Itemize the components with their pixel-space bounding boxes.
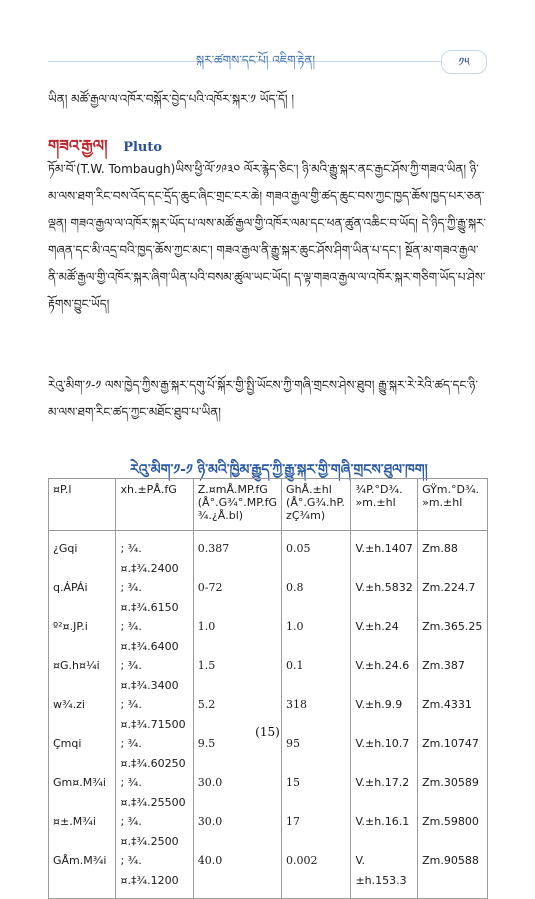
table-cell: w¾.zi xyxy=(49,695,116,734)
table-cell: ¿Gqi xyxy=(49,531,116,579)
table-row xyxy=(49,531,488,579)
table-cell: ¤±.M¾i xyxy=(49,812,116,851)
table-cell: Gm¤.M¾i xyxy=(49,773,116,812)
table-cell: 0.002 xyxy=(282,851,351,899)
table-cell: V.±h.17.2 xyxy=(351,773,418,812)
table-header-row xyxy=(49,479,488,531)
table-cell: 17 xyxy=(282,812,351,851)
table-cell: 5.2 xyxy=(193,695,281,734)
table-cell: V.±h.1407 xyxy=(351,531,418,579)
table-cell: º²¤.JP.i xyxy=(49,617,116,656)
table-cell: 0.1 xyxy=(282,656,351,695)
table-header-cell: GŸm.°D¾. »m.±hl xyxy=(418,479,488,531)
table-cell: ; ¾.¤.‡¾.60250 xyxy=(116,734,193,773)
table-cell: Zm.387 xyxy=(418,656,488,695)
table-cell: ; ¾.¤.‡¾.25500 xyxy=(116,773,193,812)
table-cell: 15 xyxy=(282,773,351,812)
table-cell: 40.0 xyxy=(193,851,281,899)
table-cell: V.±h.24 xyxy=(351,617,418,656)
table-cell: V.±h.5832 xyxy=(351,578,418,617)
section-title-english: Pluto xyxy=(123,140,163,155)
table-cell: 30.0 xyxy=(193,812,281,851)
table-cell: 318 xyxy=(282,695,351,734)
table-cell: V.±h.16.1 xyxy=(351,812,418,851)
table-cell: ¤G.h¤¼i xyxy=(49,656,116,695)
table-header-cell: Z.¤mÅ.MP.fG (Å°.G¾°.MP.fG ¾.¿Å.bl) xyxy=(193,479,281,531)
table-cell: 95 xyxy=(282,734,351,773)
running-head: སྐར་ཚགས་དང་པོ། འཇིག་རྟེན། xyxy=(196,53,316,67)
body-line-top: ཡིན། མཚོ་རྒྱལ་ལ་འཁོར་བསྐོར་བྱེད་པའི་འཁོར་སྐར་༡ ཡོད་དོ། ། xyxy=(48,92,295,106)
table-cell: q.ÁPÁi xyxy=(49,578,116,617)
table-cell: 1.0 xyxy=(193,617,281,656)
table-cell: V.±h.9.9 xyxy=(351,695,418,734)
table-cell: Zm.30589 xyxy=(418,773,488,812)
table-header-cell: GhÅ.±hl (Å°.G¾.hP. zÇ¾m) xyxy=(282,479,351,531)
table-caption: རེའུ་མིག་༡-༡ ཉི་མའི་ཁྱིམ་རྒྱུད་ཀྱི་རྒྱུ་སྐར་གྱི་གཞི་གྲངས་ཐུལ་ཁག། xyxy=(130,462,428,478)
table-cell: 0.8 xyxy=(282,578,351,617)
table-cell: ; ¾.¤.‡¾.6400 xyxy=(116,617,193,656)
table-row xyxy=(49,734,488,773)
table-cell: ; ¾.¤.‡¾.2400 xyxy=(116,531,193,579)
table-cell: Zm.365.25 xyxy=(418,617,488,656)
table-cell: 1.5 xyxy=(193,656,281,695)
table-row xyxy=(49,656,488,695)
body-paragraph-1: ཏོམ་བོ་(T.W. Tombaugh)ཡིས་ཕྱི་ལོ་༡༩༣༠ ལོར་རྙེད་ཅིང་། ཉི་མའི་རྒྱུ་སྐར་ནང་རྒྱང་ཤོས་ཀྱི་གཟའ་ཡིན། ཉི་མ་ལས་ཐག་རིང་བས་འོད་དང་དྲོད་ཆུང་ཞིང་གྲང་ངར་ཆེ། གཟའ་རྒྱལ་གྱི་ཚད་ཆུང་བས་ཀྱང་ཁྱད་ཆོས་ཁྱད་པར་ཅན་ལྡན། གཟའ་རྒྱལ་ལ་འཁོར་སྐར་ཡོད་པ་ལས་མཚོ་རྒྱལ་གྱི་འཁོར་ལམ་དང་ཕན་ཚུན་འཆིང་བ་ཡོད། དེ་ཉིད་ཀྱི་རྒྱུ་སྐར་གཞན་དང་མི་འདྲ་བའི་ཁྱད་ཆོས་ཀྱང་མང་། གཟའ་རྒྱལ་ནི་རྒྱུ་སྐར་ཆུང་ཤོས་ཤིག་ཡིན་པ་དང་། སྔོན་མ་གཟའ་རྒྱལ་ནི་མཚོ་རྒྱལ་གྱི་འཁོར་སྐར་ཞིག་ཡིན་པའི་བསམ་ཚུལ་ཡང་ཡོད། ད་ལྟ་གཟའ་རྒྱལ་ལ་འཁོར་སྐར་གཅིག་ཡོད་པ་ཤེས་རྟོགས་བྱུང་ཡོད། xyxy=(48,162,487,311)
table-cell: Zm.4331 xyxy=(418,695,488,734)
body-paragraph-2: རེའུ་མིག་༡-༡ ལས་ཁྱེད་ཀྱིས་རྒྱ་སྐར་དགུ་པོ་སྐོར་གྱི་སྤྱི་ཡོངས་ཀྱི་གཞི་གྲངས་ཤེས་ཐུབ། རྒྱུ་སྐར་རེ་རེའི་ཚད་དང་ཉི་མ་ལས་ཐག་རིང་ཚད་ཀྱང་མཐོང་ཐུབ་པ་ཡིན། xyxy=(48,378,478,419)
table-header-cell: xh.±PÅ.fG xyxy=(116,479,193,531)
table-row xyxy=(49,851,488,899)
table-cell: V.±h.153.3 xyxy=(351,851,418,899)
table-cell: GÅm.M¾i xyxy=(49,851,116,899)
table-cell: ; ¾.¤.‡¾.1200 xyxy=(116,851,193,899)
table-cell: Zm.59800 xyxy=(418,812,488,851)
table-cell: V.±h.24.6 xyxy=(351,656,418,695)
table-header-cell: ¾P.°D¾. »m.±hl xyxy=(351,479,418,531)
table-row xyxy=(49,617,488,656)
table-cell: ; ¾.¤.‡¾.2500 xyxy=(116,812,193,851)
table-row xyxy=(49,578,488,617)
table-row xyxy=(49,812,488,851)
section-title: གཟའ་རྒྱལ། xyxy=(48,136,108,155)
table-cell: V.±h.10.7 xyxy=(351,734,418,773)
table-cell: Zm.10747 xyxy=(418,734,488,773)
table-header-cell: ¤P.l xyxy=(49,479,116,531)
table-cell: ; ¾.¤.‡¾.71500 xyxy=(116,695,193,734)
table-cell: 30.0 xyxy=(193,773,281,812)
planet-data-table xyxy=(48,478,488,899)
table-cell: Zm.224.7 xyxy=(418,578,488,617)
table-cell: 9.5 xyxy=(193,734,281,773)
table-cell: 0.05 xyxy=(282,531,351,579)
table-cell: 0-72 xyxy=(193,578,281,617)
table-cell: Zm.90588 xyxy=(418,851,488,899)
page-number: (15) xyxy=(255,725,280,739)
table-cell: 1.0 xyxy=(282,617,351,656)
table-cell: Zm.88 xyxy=(418,531,488,579)
page-number-tab: ༡༥ xyxy=(441,50,487,74)
table-row xyxy=(49,773,488,812)
table-cell: Çmqi xyxy=(49,734,116,773)
table-cell: 0.387 xyxy=(193,531,281,579)
table-cell: ; ¾.¤.‡¾.3400 xyxy=(116,656,193,695)
table-cell: ; ¾.¤.‡¾.6150 xyxy=(116,578,193,617)
